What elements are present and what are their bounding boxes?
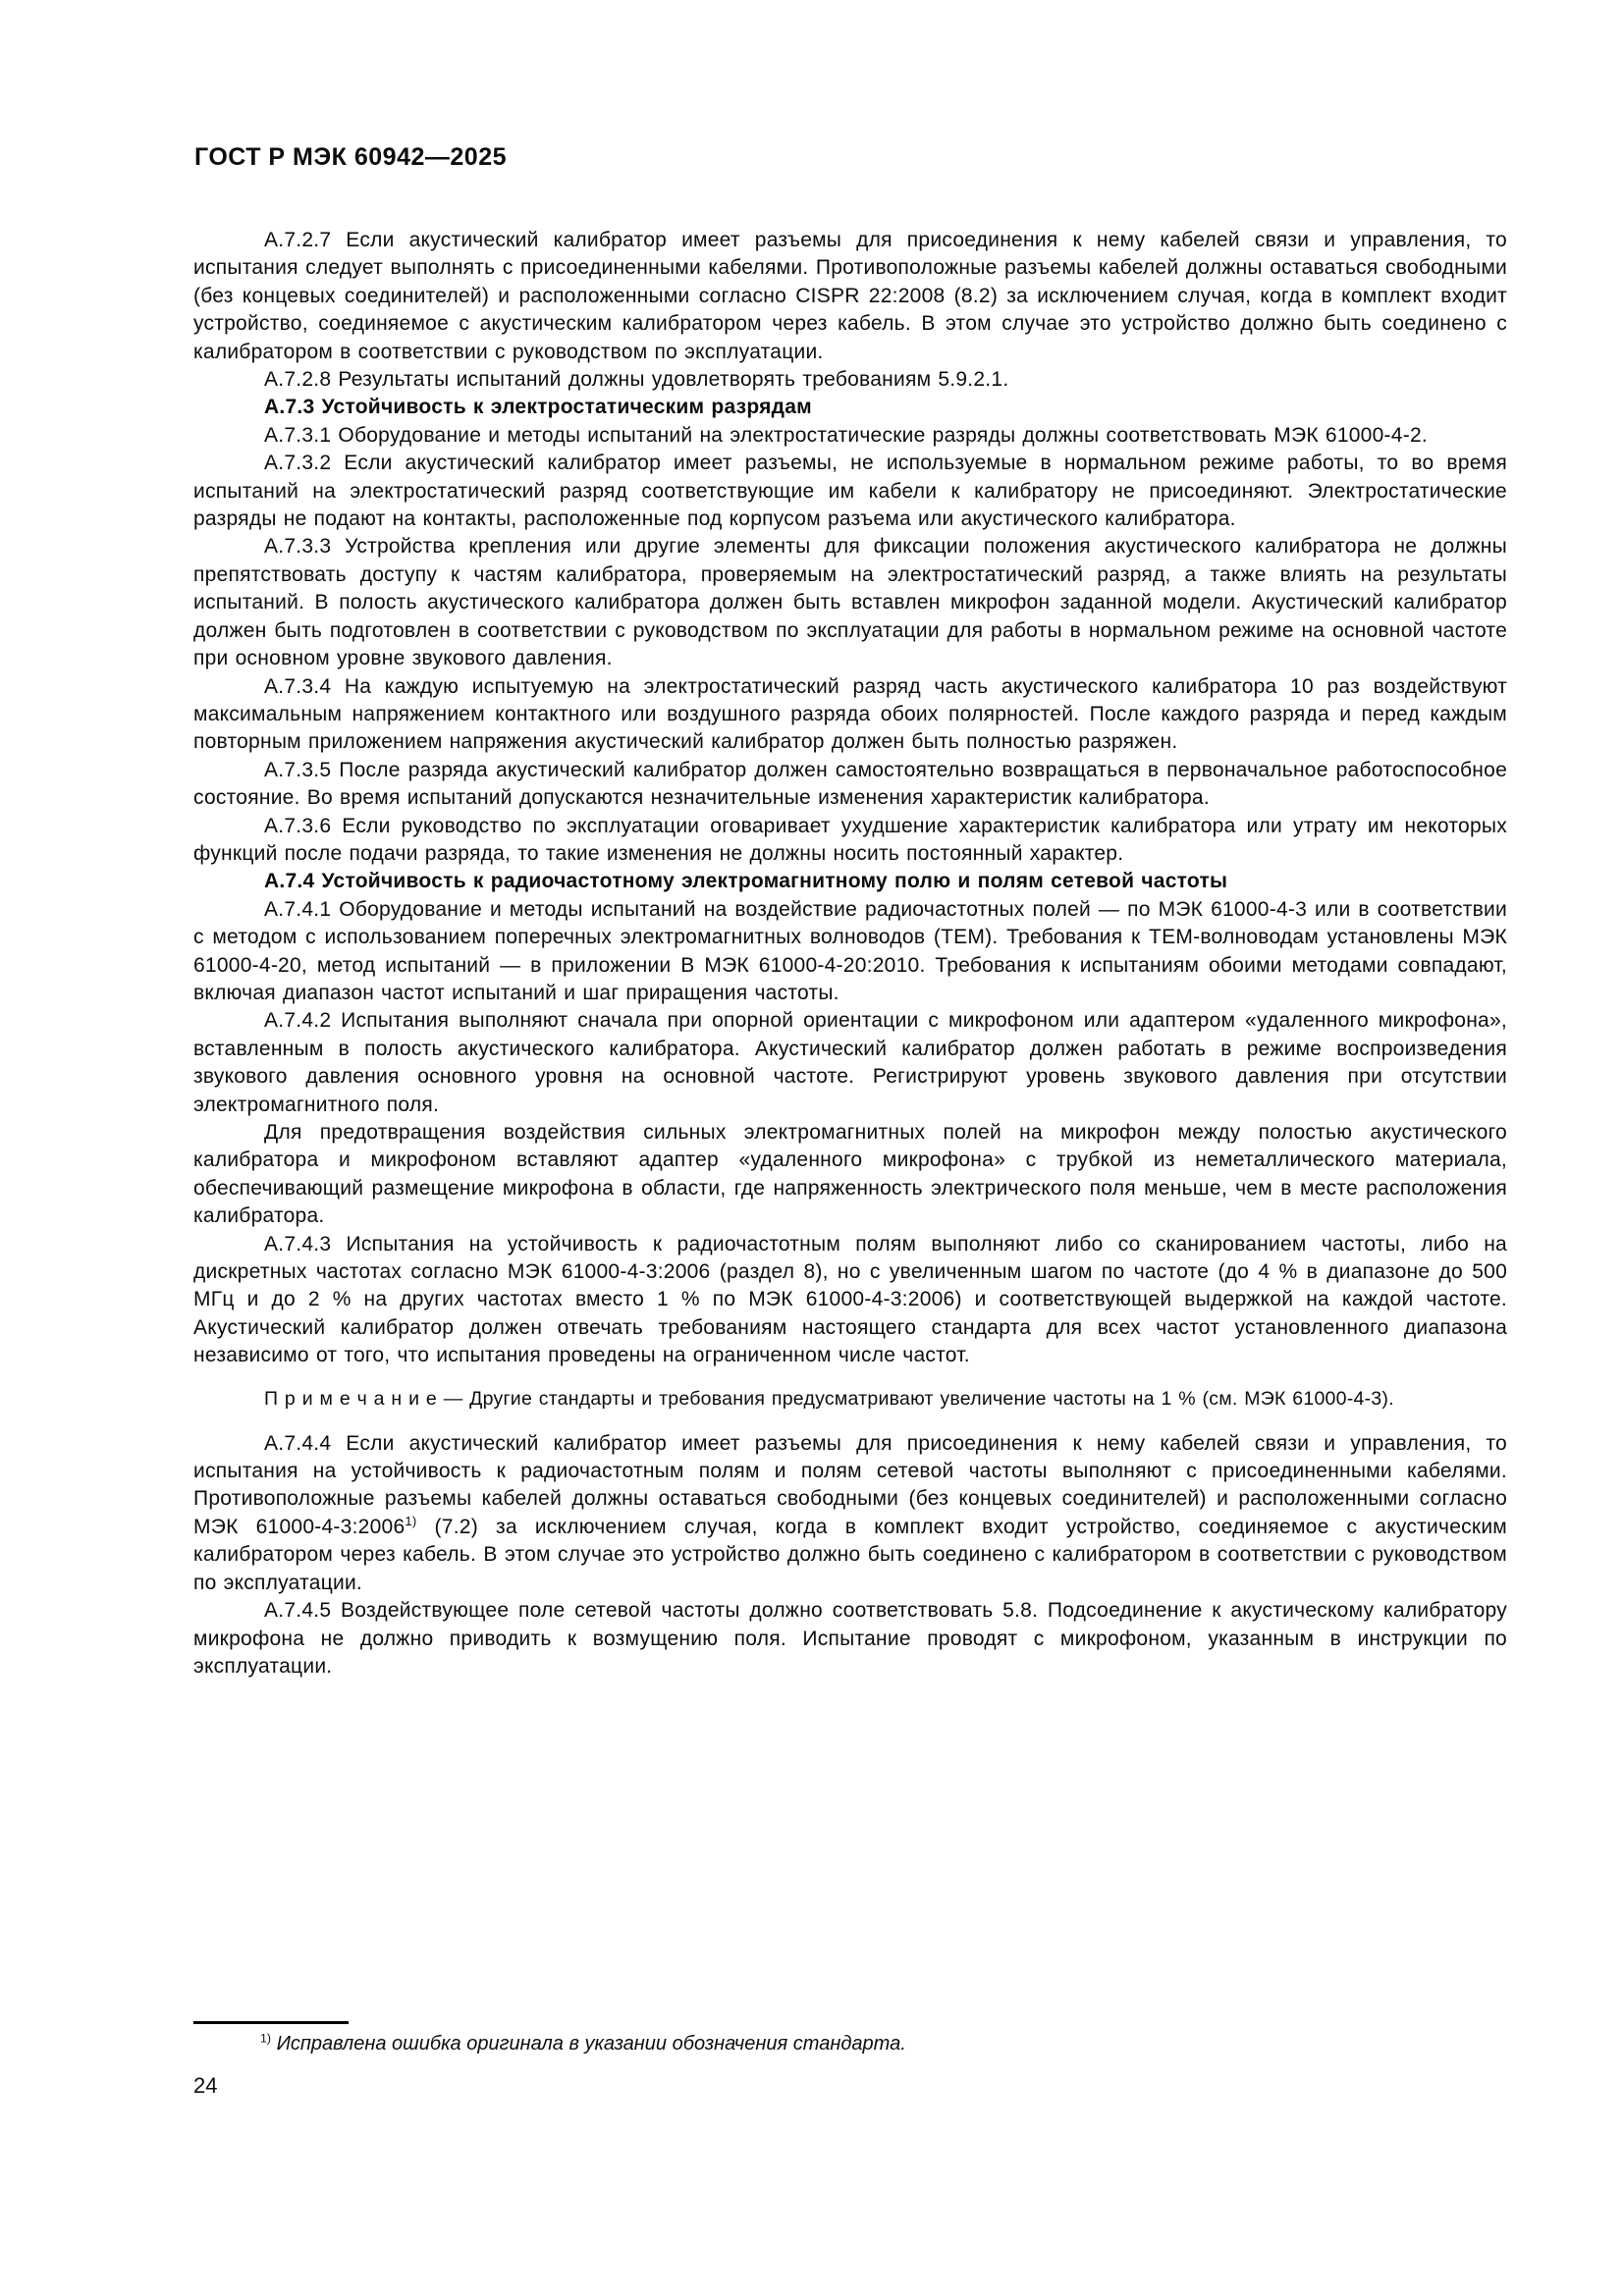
paragraph-a-7-3-1: А.7.3.1 Оборудование и методы испытаний на электростатические разряды должны соответствовать МЭК 61000-4-2.	[264, 423, 1428, 447]
paragraph-remote-microphone: Для предотвращения воздействия сильных электромагнитных полей на микрофон между полостью акустического калибратора и микрофоном вставляют адаптер «удаленного микрофона» с трубкой из неметаллического материала, обеспечивающий размещение микрофона в области, где напряженность электрического поля меньше, чем в месте расположения калибратора.	[193, 1121, 1507, 1228]
paragraph-a-7-4-1: А.7.4.1 Оборудование и методы испытаний на воздействие радиочастотных полей — по МЭК 61000-4-3 или в соответствии с методом с использованием поперечных электромагнитных волноводов (ТЕМ). Требования к ТЕМ-волноводам установлены МЭК 61000-4-20, метод испытаний — в приложении В МЭК 61000-4-20:2010. Требования к испытаниям обоими методами совпадают, включая диапазон частот испытаний и шаг приращения частоты.	[193, 897, 1507, 1004]
paragraph-a-7-3-4: А.7.3.4 На каждую испытуемую на электростатический разряд часть акустического калибратора 10 раз воздействуют максимальным напряжением контактного или воздушного разряда обоих полярностей. После каждого разряда и перед каждым повторным приложением напряжения акустический калибратор должен быть полностью разряжен.	[193, 674, 1507, 754]
paragraph-a-7-2-7: А.7.2.7 Если акустический калибратор имеет разъемы для присоединения к нему кабелей связи и управления, то испытания следует выполнять с присоединенными кабелями. Противоположные разъемы кабелей должны оставаться свободными (без концевых соединителей) и расположенными согласно CISPR 22:2008 (8.2) за исключением случая, когда в комплект входит устройство, соединяемое с акустическим калибратором через кабель. В этом случае это устройство должно быть соединено с калибратором в соответствии с руководством по эксплуатации.	[193, 229, 1507, 363]
paragraph-a-7-3-2: А.7.3.2 Если акустический калибратор имеет разъемы, не используемые в нормальном режиме работы, то во время испытаний на электростатический разряд соответствующие им кабели к калибратору не присоединяют. Электростатические разряды не подают на контакты, расположенные под корпусом разъема или акустического калибратора.	[193, 452, 1507, 531]
paragraph-a-7-4-4-text-before-reference: А.7.4.4 Если акустический калибратор имеет разъемы для присоединения к нему кабелей связи и управления, то испытания на устойчивость к радиочастотным полям и полям сетевой частоты выполняют с присоединенными кабелями. Противоположные разъемы кабелей должны оставаться свободными (без концевых соединителей) и расположенными согласно МЭК 61000-4-3:2006	[193, 1431, 1507, 1538]
note-paragraph: П р и м е ч а н и е — Другие стандарты и требования предусматривают увеличение частоты на 1 % (см. МЭК 61000-4-3).	[264, 1387, 1394, 1410]
footnote-divider-rule	[193, 2021, 349, 2024]
footnote-reference-superscript: 1)	[405, 1513, 417, 1528]
standard-designation-header: ГОСТ Р МЭК 60942—2025	[194, 143, 508, 171]
footnote-text: Исправлена ошибка оригинала в указании обозначения стандарта.	[271, 2033, 906, 2055]
paragraph-a-7-3-3: А.7.3.3 Устройства крепления или другие элементы для фиксации положения акустического калибратора не должны препятствовать доступу к частям калибратора, проверяемым на электростатический разряд, а также влиять на результаты испытаний. В полость акустического калибратора должен быть вставлен микрофон заданной модели. Акустический калибратор должен быть подготовлен в соответствии с руководством по эксплуатации для работы в нормальном режиме на основной частоте при основном уровне звукового давления.	[193, 535, 1507, 670]
paragraph-a-7-4-4-text-after-reference: (7.2) за исключением случая, когда в комплект входит устройство, соединяемое с акустическим калибратором через кабель. В этом случае это устройство должно быть соединено с калибратором в соответствии с руководством по эксплуатации.	[193, 1515, 1507, 1594]
paragraph-a-7-2-8: А.7.2.8 Результаты испытаний должны удовлетворять требованиям 5.9.2.1.	[264, 368, 1009, 392]
paragraph-a-7-4-2: А.7.4.2 Испытания выполняют сначала при опорной ориентации с микрофоном или адаптером «удаленного микрофона», вставленным в полость акустического калибратора. Акустический калибратор должен работать в режиме воспроизведения звукового давления основного уровня на основной частоте. Регистрируют уровень звукового давления при отсутствии электромагнитного поля.	[193, 1009, 1507, 1116]
paragraph-a-7-4-3: А.7.4.3 Испытания на устойчивость к радиочастотным полям выполняют либо со сканированием частоты, либо на дискретных частотах согласно МЭК 61000-4-3:2006 (раздел 8), но с увеличенным шагом по частоте (до 4 % в диапазоне до 500 МГц и до 2 % на других частотах вместо 1 % по МЭК 61000-4-3:2006) и соответствующей выдержкой на каждой частоте. Акустический калибратор должен отвечать требованиям настоящего стандарта для всех частот установленного диапазона независимо от того, что испытания проведены на ограниченном числе частот.	[193, 1232, 1507, 1367]
page-number: 24	[193, 2073, 218, 2098]
document-body	[193, 227, 1507, 1681]
footnote-text-line	[193, 2031, 1507, 2057]
paragraph-a-7-4-4	[193, 1430, 1507, 1597]
paragraph-a-7-3-6: А.7.3.6 Если руководство по эксплуатации оговаривает ухудшение характеристик калибратора или утрату им некоторых функций после подачи разряда, то такие изменения не должны носить постоянный характер.	[193, 814, 1507, 865]
footnote-block	[193, 2021, 1507, 2057]
section-heading-a-7-3: А.7.3 Устойчивость к электростатическим разрядам	[264, 396, 812, 419]
footnote-marker: 1)	[260, 2031, 272, 2046]
paragraph-a-7-3-5: А.7.3.5 После разряда акустический калибратор должен самостоятельно возвращаться в первоначальное работоспособное состояние. Во время испытаний допускаются незначительные изменения характеристик калибратора.	[193, 758, 1507, 810]
paragraph-a-7-4-5: А.7.4.5 Воздействующее поле сетевой частоты должно соответствовать 5.8. Подсоединение к акустическому калибратору микрофона не должно приводить к возмущению поля. Испытание проводят с микрофоном, указанным в инструкции по эксплуатации.	[193, 1599, 1507, 1678]
section-heading-a-7-4: А.7.4 Устойчивость к радиочастотному электромагнитному полю и полям сетевой частоты	[264, 870, 1228, 893]
